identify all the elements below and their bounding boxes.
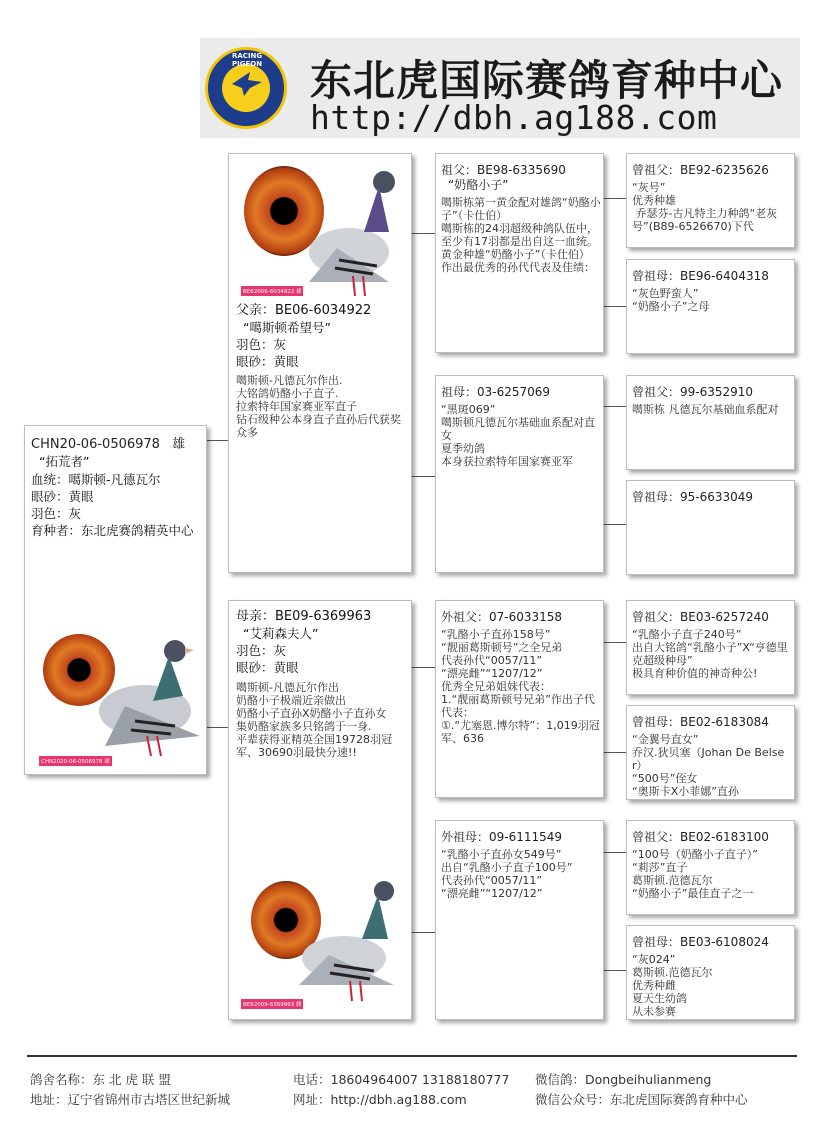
mother-eye: 眼砂：黄眼 — [236, 660, 299, 675]
logo-text-top: RACING PIGEON — [232, 52, 263, 68]
connector — [412, 233, 435, 234]
grandfather-name: “奶酪小子” — [448, 178, 509, 192]
mother-description: 噶斯顿-凡德瓦尔作出 奶酪小子极端近亲做出 奶酪小子直孙X奶酪小子直孙女 集奶酪家族多只铭鸽于一身. 平辈获得亚精英全国19728羽冠军、30690羽最快分速!! — [236, 681, 392, 759]
maternal-grandmother-card — [435, 820, 604, 1020]
father-description: 噶斯顿-凡德瓦尔作出. 大铭鸽奶酪小子直子. 拉索特年国家赛亚军直子 钻石级种公本身直子直孙后代获奖众多 — [236, 374, 401, 439]
footer-divider — [27, 1055, 797, 1057]
ggm3-description: “金翼号直女” 乔汉.狄贝塞（Johan De Belser） “500号”侄女 “奥斯卡X小菲娜”直孙 — [632, 733, 785, 798]
mother-color: 羽色：灰 — [236, 643, 287, 658]
paternal-grandfather-card — [435, 153, 604, 353]
main-breeder: 育种者：东北虎赛鸽精英中心 — [31, 523, 194, 538]
father-eye: 眼砂：黄眼 — [236, 354, 299, 369]
connector — [412, 667, 435, 668]
connector — [412, 476, 435, 477]
grandmother-description: “黑斑069” 噶斯顿凡德瓦尔基础血系配对直女 夏季幼鸽 本身获拉索特年国家赛亚军 — [441, 403, 595, 468]
connector — [207, 727, 228, 728]
ggf2-description: 噶斯栋 凡德瓦尔基础血系配对 — [632, 403, 779, 416]
grandfather-description: 噶斯栋第一黄金配对雄鸽“奶酪小子”（卡仕伯） 噶斯栋的24羽超级种鸽队伍中，至少有17羽都是出自这一血统。 黄金种雄“奶酪小子”（卡仕伯） 作出最优秀的孙代代表及佳绩： — [441, 196, 601, 274]
connector — [604, 970, 626, 971]
main-eye: 眼砂：黄眼 — [31, 489, 94, 504]
pigeon-photo — [65, 626, 200, 766]
ggm1-ring: 曾祖母：BE96-6404318 — [632, 269, 769, 283]
father-ring-tag: BE62006-6034922 雄 — [241, 286, 303, 296]
great-grandmother-card-2 — [626, 480, 795, 575]
maternal-grandmother-ring: 外祖母：09-6111549 — [441, 830, 563, 844]
connector — [207, 440, 228, 441]
footer-wechat-public: 微信公众号：东北虎国际赛鸽育种中心 — [535, 1092, 748, 1107]
main-bloodline: 血统：噶斯顿-凡德瓦尔 — [31, 472, 161, 487]
great-grandfather-card-1 — [626, 153, 795, 248]
footer-phone: 电话：18604964007 13188180777 — [293, 1072, 510, 1087]
grandmother-ring: 祖母：03-6257069 — [441, 385, 551, 399]
connector — [604, 406, 626, 407]
pigeon-logo-icon — [230, 70, 264, 98]
great-grandfather-card-4 — [626, 820, 795, 915]
connector — [604, 306, 626, 307]
great-grandmother-card-1 — [626, 259, 795, 354]
ggm4-ring: 曾祖母：BE03-6108024 — [632, 935, 769, 949]
connector — [604, 752, 626, 753]
father-color: 羽色：灰 — [236, 337, 287, 352]
main-pigeon-card — [24, 425, 207, 775]
maternal-grandfather-card — [435, 600, 604, 798]
footer-loft-name: 鸽舍名称：东 北 虎 联 盟 — [30, 1072, 171, 1087]
main-sex: 雄 — [172, 437, 186, 452]
mother-name: “艾莉森夫人” — [243, 626, 319, 641]
connector — [604, 524, 626, 525]
mother-ring: 母亲：BE09-6369963 — [236, 609, 372, 624]
footer-address: 地址：辽宁省锦州市古塔区世纪新城 — [30, 1092, 231, 1107]
ggm1-description: “灰色野蛮人” “奶酪小子”之母 — [632, 287, 710, 313]
ggf4-description: “100号（奶酪小子直子）” “莉莎”直子 葛斯顿.范德瓦尔 “奶酪小子”最佳直子之一 — [632, 848, 758, 900]
ggm3-ring: 曾祖母：BE02-6183084 — [632, 715, 769, 729]
site-url: http://dbh.ag188.com — [310, 98, 718, 137]
father-ring: 父亲：BE06-6034922 — [236, 303, 372, 318]
main-ring: CHN20-06-0506978 — [31, 437, 160, 452]
paternal-grandmother-card — [435, 375, 604, 573]
ggf1-description: “灰号” 优秀种雄 乔瑟芬-古凡特主力种鸽“老灰号”(B89-6526670)下代 — [632, 181, 778, 233]
ggm2-ring: 曾祖母：95-6633049 — [632, 490, 754, 504]
pigeon-photo — [284, 873, 409, 1008]
logo — [205, 47, 287, 129]
footer-wechat: 微信鸽：Dongbeihulianmeng — [535, 1072, 712, 1087]
maternal-grandmother-description: “乳酪小子直孙女549号” 出自“乳酪小子直子100号” 代表孙代“0057/11” “漂亮雌”“1207/12” — [441, 848, 573, 900]
connector — [604, 198, 626, 199]
great-grandfather-card-3 — [626, 600, 795, 695]
great-grandmother-card-4 — [626, 925, 795, 1020]
ggf3-description: “乳酪小子直子240号” 出自大铭鸽“乳酪小子”X“亨德里克超级种母” 极具育种价值的神奇种公! — [632, 628, 788, 680]
connector — [604, 642, 626, 643]
main-ring-tag: CHN2020-06-0506978 雄 — [39, 756, 112, 766]
maternal-grandfather-ring: 外祖父：07-6033158 — [441, 610, 563, 624]
main-color: 羽色：灰 — [31, 506, 82, 521]
father-card — [228, 153, 412, 573]
ggm4-description: “灰024” 葛斯顿.范德瓦尔 优秀种雌 夏天生幼鸽 从未参赛 — [632, 953, 713, 1018]
ggf3-ring: 曾祖父：BE03-6257240 — [632, 610, 769, 624]
footer-website[interactable]: 网址：http://dbh.ag188.com — [293, 1092, 467, 1107]
grandfather-ring: 祖父：BE98-6335690 — [441, 163, 566, 177]
main-name: “拓荒者” — [39, 454, 90, 469]
site-title: 东北虎国际赛鸽育种中心 — [310, 56, 784, 105]
mother-card — [228, 600, 412, 1020]
great-grandmother-card-3 — [626, 705, 795, 800]
ggf4-ring: 曾祖父：BE02-6183100 — [632, 830, 769, 844]
ggf2-ring: 曾祖父：99-6352910 — [632, 385, 754, 399]
connector — [412, 932, 435, 933]
ggf1-ring: 曾祖父：BE92-6235626 — [632, 163, 769, 177]
mother-ring-tag: BE62009-6369963 雌 — [241, 999, 303, 1009]
great-grandfather-card-2 — [626, 375, 795, 470]
connector — [604, 852, 626, 853]
pigeon-photo — [289, 162, 409, 302]
father-name: “噶斯顿希望号” — [243, 320, 331, 335]
maternal-grandfather-description: “乳酪小子直孙158号” “靓丽葛斯顿号”之全兄弟 代表孙代“0057/11” “漂亮雌”“1207/12” 优秀全兄弟姐妹代表： 1.“靓丽葛斯顿号兄弟”作出子代代表： ①.“尤塞恩.博尔特”：1,019羽冠军、636 — [441, 628, 600, 745]
